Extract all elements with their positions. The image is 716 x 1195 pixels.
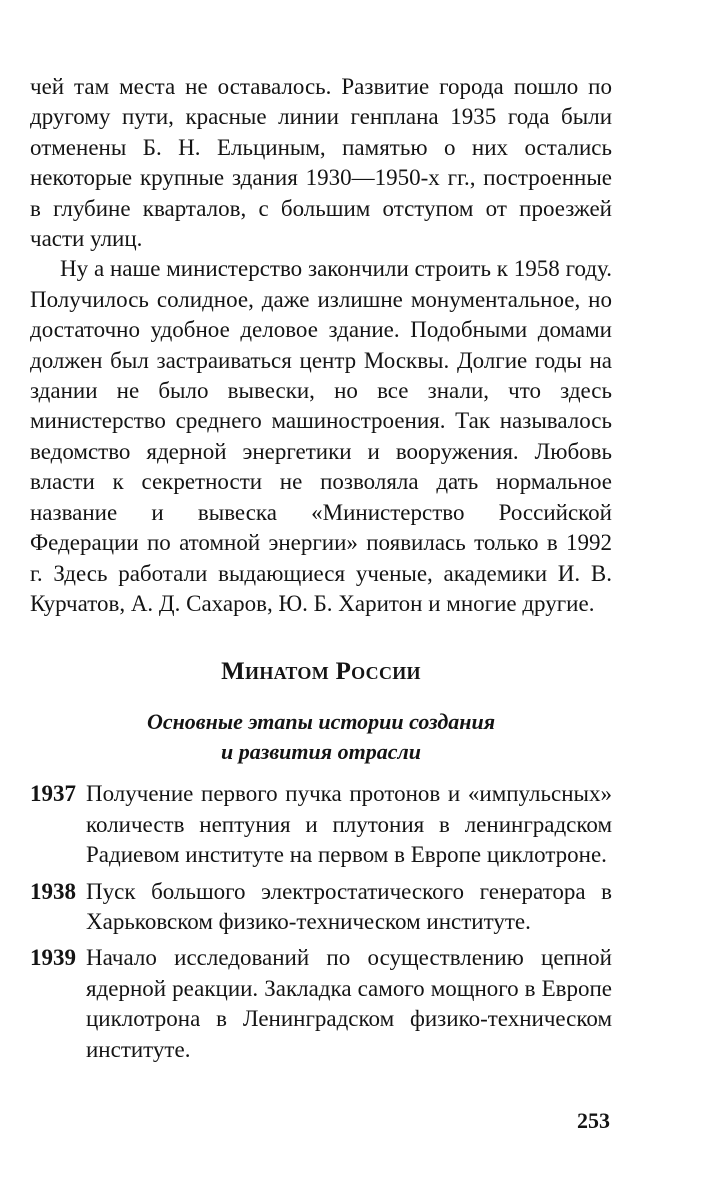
timeline-year: 1937 bbox=[30, 781, 76, 807]
timeline-text: Пуск большого электростатического генератора в Харьковском физико-техническом институте. bbox=[86, 878, 612, 934]
timeline-list bbox=[30, 779, 612, 1065]
timeline-text: Начало исследований по осуществлению цепной ядерной реакции. Закладка самого мощного в Европе циклотрона в Ленинградском физико-техническом институте. bbox=[86, 945, 612, 1062]
page-number: 253 bbox=[577, 1108, 610, 1133]
timeline-year: 1938 bbox=[30, 878, 76, 904]
timeline-year: 1939 bbox=[30, 945, 76, 971]
timeline-entry-1937 bbox=[30, 779, 612, 870]
body-paragraph-2: Ну а наше министерство закончили строить к 1958 году. Получилось солидное, даже излишне монументальное, но достаточно удобное деловое здание. Подобными домами должен был застраиваться центр Москвы. Долгие годы на здании не было вывески, но все знали, что здесь министерство среднего машиностроения. Так называлось ведомство ядерной энергетики и вооружения. Любовь власти к секретности не позволяла дать нормальное название и вывеска «Министерство Российской Федерации по атомной энергии» появилась только в 1992 г. Здесь работали выдающиеся ученые, академики И. В. Курчатов, А. Д. Сахаров, Ю. Б. Харитон и многие другие. bbox=[30, 256, 612, 616]
section-subtitle-line-2: и развития отрасли bbox=[221, 739, 421, 765]
timeline-entry-1939 bbox=[30, 943, 612, 1065]
section-title: Минатом России bbox=[221, 658, 421, 686]
timeline-text: Получение первого пучка протонов и «импульсных» количеств нептуния и плутония в ленинградском Радиевом институте на первом в Европе циклотроне. bbox=[86, 781, 612, 868]
section-subtitle bbox=[30, 707, 612, 767]
section-subtitle-line-1: Основные этапы истории создания bbox=[146, 709, 496, 735]
book-page bbox=[30, 72, 612, 1071]
body-paragraph-1: чей там места не оставалось. Развитие города пошло по другому пути, красные линии генплана 1935 года были отменены Б. Н. Ельциным, памятью о них остались некоторые крупные здания 1930—1950-х гг., построенные в глубине кварталов, с большим отступом от проезжей части улиц. bbox=[30, 74, 612, 252]
timeline-entry-1938 bbox=[30, 877, 612, 938]
